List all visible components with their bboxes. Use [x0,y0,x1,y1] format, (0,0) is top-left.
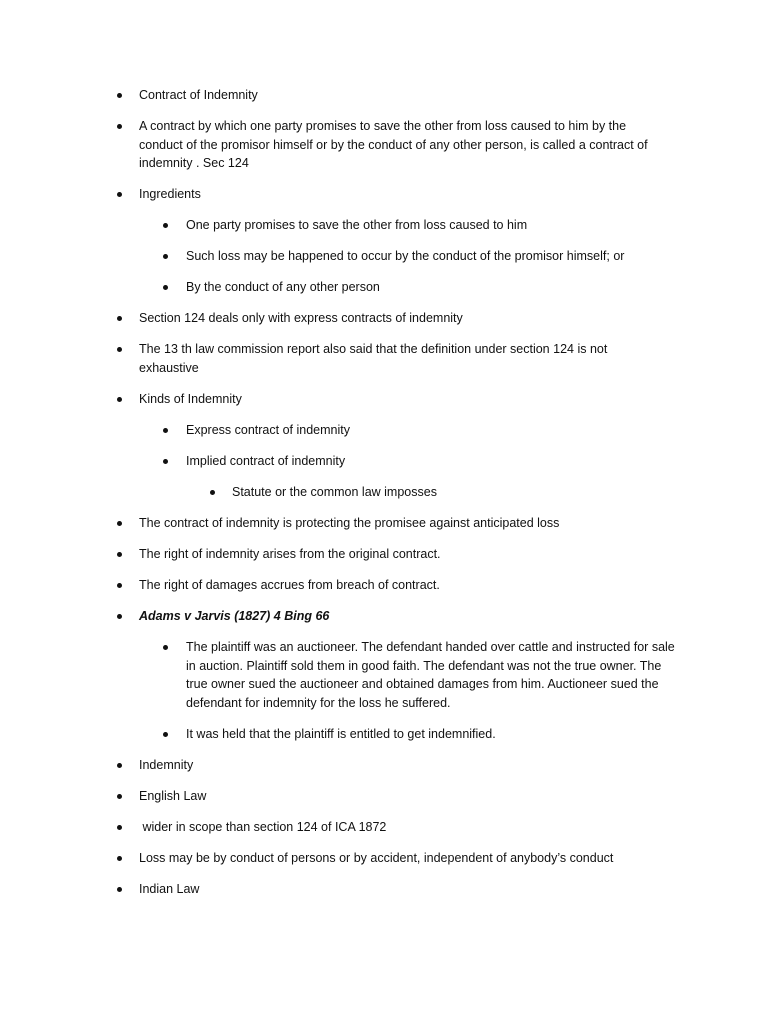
bullet-icon [163,285,168,290]
list-item-text: By the conduct of any other person [186,280,380,294]
list-item-text: The plaintiff was an auctioneer. The defendant handed over cattle and instructed for sale in auction. Plaintiff sold them in good faith. The defendant was not the true owner. The true owner sued the auctioneer and obtained damages from him. Auctioneer sued the defendant for indemnity for the loss he suffered. [186,640,675,710]
list-item-text: wider in scope than section 124 of ICA 1872 [139,820,387,834]
list-item-text: Contract of Indemnity [139,88,258,102]
bullet-icon [117,856,122,861]
bullet-icon [117,583,122,588]
list-item-text: Such loss may be happened to occur by the conduct of the promisor himself; or [186,249,625,263]
case-citation: Adams v Jarvis (1827) 4 Bing 66 [139,609,330,623]
list-item-text: One party promises to save the other from loss caused to him [186,218,528,232]
bullet-icon [117,825,122,830]
list-item-text: Indian Law [139,882,200,896]
bullet-icon [117,192,122,197]
list-item-text: Statute or the common law imposses [232,485,437,499]
bullet-icon [163,428,168,433]
bullet-icon [117,397,122,402]
list-item-text: Express contract of indemnity [186,423,350,437]
list-item-text: A contract by which one party promises to save the other from loss caused to him by the conduct of the promisor himself or by the conduct of any other person, is called a contract of indemnity . Sec 124 [139,119,648,170]
list-item-text: The contract of indemnity is protecting the promisee against anticipated loss [139,516,560,530]
bullet-icon [117,614,122,619]
list-item-text: English Law [139,789,207,803]
list-item-text: Implied contract of indemnity [186,454,346,468]
bullet-icon [163,459,168,464]
list-item-text: The right of damages accrues from breach of contract. [139,578,440,592]
list-item-text: Indemnity [139,758,194,772]
bullet-icon [163,254,168,259]
bullet-icon [117,521,122,526]
bullet-icon [117,347,122,352]
bullet-icon [163,645,168,650]
bullet-icon [117,794,122,799]
bullet-icon [210,490,215,495]
list-item-text: Kinds of Indemnity [139,392,242,406]
list-item-text: Ingredients [139,187,201,201]
bullet-icon [117,93,122,98]
list-item-text: It was held that the plaintiff is entitled to get indemnified. [186,727,496,741]
bullet-icon [117,552,122,557]
list-item-text: Loss may be by conduct of persons or by accident, independent of anybody’s conduct [139,851,614,865]
list-item-text: Section 124 deals only with express contracts of indemnity [139,311,463,325]
bullet-icon [163,223,168,228]
bullet-icon [117,124,122,129]
list-item-text: The right of indemnity arises from the original contract. [139,547,441,561]
bullet-icon [117,316,122,321]
bullet-icon [117,763,122,768]
list-item-text: The 13 th law commission report also said that the definition under section 124 is not exhaustive [139,342,608,375]
bullet-icon [163,732,168,737]
bullet-icon [117,887,122,892]
